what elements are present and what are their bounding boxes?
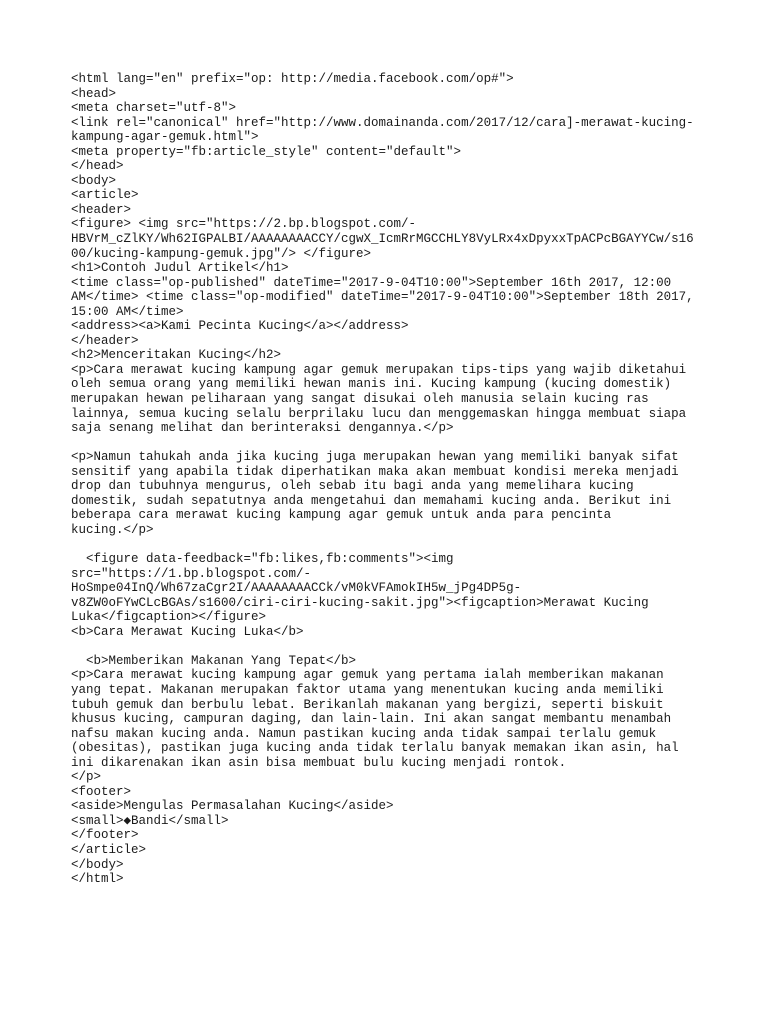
code-line: </article> [71,842,147,857]
code-line: beberapa cara merawat kucing kampung agar gemuk untuk anda para pencinta [71,508,612,523]
code-line: AM</time> <time class="op-modified" dateTime="2017-9-04T10:00">September 18th 2017, [71,290,694,305]
code-line: domestik, sudah sepatutnya anda mengetahui dan memahami kucing anda. Berikut ini [71,493,672,508]
html-source-listing [71,72,711,887]
code-line: drop dan tubuhnya mengurus, oleh sebab itu bagi anda yang memelihara kucing [71,479,634,494]
code-line: 00/kucing-kampung-gemuk.jpg"/> </figure> [71,246,372,261]
code-line: khusus kucing, campuran daging, dan lain-lain. Ini akan sangat membantu menambah [71,712,672,727]
code-line: <h2>Menceritakan Kucing</h2> [71,348,282,363]
code-line: oleh semua orang yang memiliki hewan manis ini. Kucing kampung (kucing domestik) [71,377,672,392]
code-line: (obesitas), pastikan juga kucing anda tidak terlalu banyak memakan ikan asin, hal [71,741,679,756]
code-line: ini dikarenakan ikan asin bisa membuat bulu kucing menjadi rontok. [71,755,567,770]
code-line: <link rel="canonical" href="http://www.domainanda.com/2017/12/cara]-merawat-kucing- [71,115,694,130]
code-line: <p>Cara merawat kucing kampung agar gemuk yang pertama ialah memberikan makanan [71,668,664,683]
code-line: sensitif yang apabila tidak diperhatikan maka akan membuat kondisi mereka menjadi [71,464,679,479]
code-line: <html lang="en" prefix="op: http://media.facebook.com/op#"> [71,72,514,86]
code-line: <address><a>Kami Pecinta Kucing</a></address> [71,319,409,334]
code-line: src="https://1.bp.blogspot.com/- [71,566,312,581]
code-line: merupakan hewan peliharaan yang sangat disukai oleh manusia selain kucing ras [71,392,649,407]
code-line: <header> [71,202,132,217]
code-line: <meta property="fb:article_style" content="default"> [71,144,462,159]
code-line: </p> [71,770,102,785]
code-line: saja senang melihat dan berinteraksi dengannya.</p> [71,421,454,436]
code-line: </body> [71,857,124,872]
code-line: HBVrM_cZlKY/Wh62IGPALBI/AAAAAAAACCY/cgwX_IcmRrMGCCHLY8VyLRx4xDpyxxTpACPcBGAYYCw/s16 [71,232,694,247]
code-line: Luka</figcaption></figure> [71,610,267,625]
code-line [71,436,711,451]
code-line: </footer> [71,828,139,843]
code-line: <p>Namun tahukah anda jika kucing juga merupakan hewan yang memiliki banyak sifat [71,450,679,465]
code-line: <footer> [71,784,132,799]
code-line: kucing.</p> [71,522,154,537]
code-line: <b>Memberikan Makanan Yang Tepat</b> [71,653,357,668]
code-line: tubuh gemuk dan berbulu lebat. Berikanlah makanan yang bergizi, seperti biskuit [71,697,664,712]
code-line: <figure data-feedback="fb:likes,fb:comments"><img [71,552,454,567]
code-line: <time class="op-published" dateTime="2017-9-04T10:00">September 16th 2017, 12:00 [71,275,672,290]
code-line: </html> [71,872,124,887]
code-line: <aside>Mengulas Permasalahan Kucing</aside> [71,799,394,814]
code-line: <p>Cara merawat kucing kampung agar gemuk merupakan tips-tips yang wajib diketahui [71,362,687,377]
code-line: </head> [71,159,124,174]
code-line: <meta charset="utf-8"> [71,101,237,116]
code-line: <b>Cara Merawat Kucing Luka</b> [71,624,304,639]
code-line: <small>◆Bandi</small> [71,813,229,828]
code-line: kampung-agar-gemuk.html"> [71,130,259,145]
code-line: <h1>Contoh Judul Artikel</h1> [71,261,289,276]
code-line: v8ZW0oFYwCLcBGAs/s1600/ciri-ciri-kucing-sakit.jpg"><figcaption>Merawat Kucing [71,595,649,610]
code-line [71,538,711,553]
code-line: <article> [71,188,139,203]
code-line: <head> [71,86,117,101]
code-line: lainnya, semua kucing selalu berprilaku lucu dan menggemaskan hingga membuat siapa [71,406,687,421]
code-line: </header> [71,333,139,348]
code-line: 15:00 AM</time> [71,304,184,319]
code-line: nafsu makan kucing anda. Namun pastikan kucing anda tidak sampai terlalu gemuk [71,726,657,741]
code-line: <figure> <img src="https://2.bp.blogspot.com/- [71,217,417,232]
code-line: yang tepat. Makanan merupakan faktor utama yang menentukan kucing anda memiliki [71,682,664,697]
code-line: HoSmpe04InQ/Wh67zaCgr2I/AAAAAAAACCk/vM0kVFAmokIH5w_jPg4DP5g- [71,581,522,596]
code-line: <body> [71,173,117,188]
code-line [71,639,711,654]
